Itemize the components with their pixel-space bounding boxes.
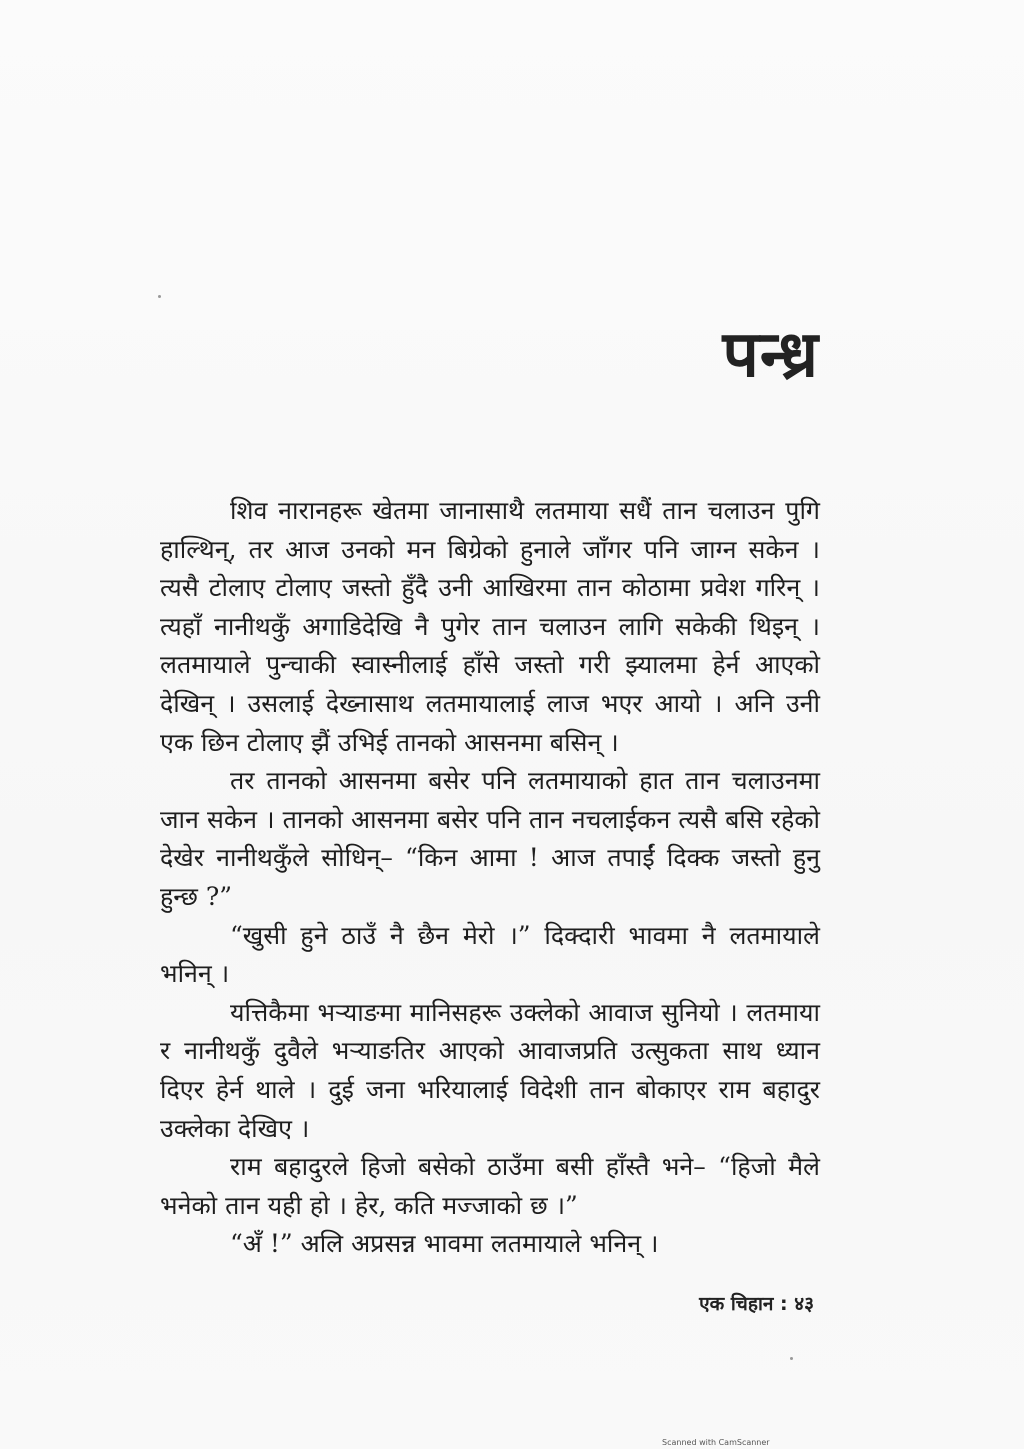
chapter-body: [160, 492, 820, 1264]
scan-speck: [158, 295, 161, 298]
scan-speck: [790, 1357, 793, 1360]
paragraph: राम बहादुरले हिजो बसेको ठाउँमा बसी हाँस्तै भने– “हिजो मैले भनेको तान यही हो । हेर, कति मज्जाको छ ।”: [160, 1152, 820, 1220]
chapter-title: पन्ध्र: [722, 318, 819, 392]
paragraph: शिव नारानहरू खेतमा जानासाथै लतमाया सधैं तान चलाउन पुगि हाल्थिन्, तर आज उनको मन बिग्रेको हुनाले जाँगर पनि जाग्न सकेन । त्यसै टोलाए टोलाए जस्तो हुँदै उनी आखिरमा तान कोठामा प्रवेश गरिन् । त्यहाँ नानीथकुँ अगाडिदेखि नै पुगेर तान चलाउन लागि सकेकी थिइन् । लतमायाले पुन्चाकी स्वास्नीलाई हाँसे जस्तो गरी झ्यालमा हेर्न आएको देखिन् । उसलाई देख्नासाथ लतमायालाई लाज भएर आयो । अनि उनी एक छिन टोलाए झैं उभिई तानको आसनमा बसिन् ।: [160, 496, 820, 757]
paragraph: “खुसी हुने ठाउँ नै छैन मेरो ।” दिक्दारी भावमा नै लतमायाले भनिन् ।: [160, 920, 820, 989]
paragraph: तर तानको आसनमा बसेर पनि लतमायाको हात तान चलाउनमा जान सकेन । तानको आसनमा बसेर पनि तान नचलाईकन त्यसै बसि रहेको देखेर नानीथकुँले सोधिन्– “किन आमा ! आज तपाईं दिक्क जस्तो हुनु हुन्छ ?”: [160, 766, 820, 911]
paragraph: “अँ !” अलि अप्रसन्न भावमा लतमायाले भनिन् ।: [230, 1229, 659, 1259]
page-footer-running-title: एक चिहान : ४३: [699, 1293, 814, 1315]
scanner-watermark: Scanned with CamScanner: [662, 1438, 770, 1447]
paragraph: यत्तिकैमा भऱ्याङमा मानिसहरू उक्लेको आवाज सुनियो । लतमाया र नानीथकुँ दुवैले भऱ्याङतिर आएको आवाजप्रति उत्सुकता साथ ध्यान दिएर हेर्न थाले । दुई जना भरियालाई विदेशी तान बोकाएर राम बहादुर उक्लेका देखिए ।: [160, 997, 820, 1143]
